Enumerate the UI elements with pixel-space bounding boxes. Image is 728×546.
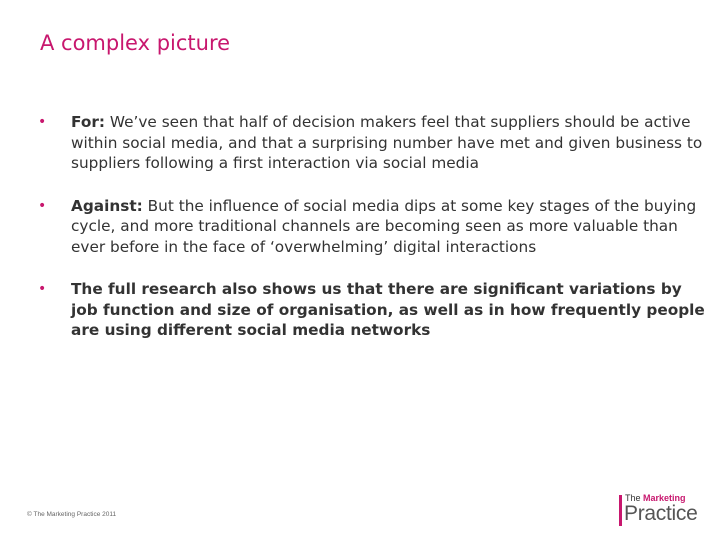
bullet-text-for: We’ve seen that half of decision makers feel that suppliers should be active within social media, and that a surprising number have met and given business to suppliers following a first interaction via social media: [71, 113, 703, 172]
bullet-text-research: The full research also shows us that there are significant variations by job function and size of organisation, as well as in how frequently people are using different social media networks: [71, 280, 705, 339]
bullet-text-against: But the influence of social media dips at some key stages of the buying cycle, and more traditional channels are becoming seen as more valuable than ever before in the face of ‘overwhelming’ digital interactions: [71, 196, 697, 256]
slide-title: A complex picture: [40, 31, 231, 55]
marketing-practice-logo: [619, 493, 709, 527]
bullet-lead-against: Against:: [71, 196, 143, 215]
logo-practice: Practice: [624, 502, 698, 525]
bullet-lead-for: For:: [71, 113, 105, 131]
logo-accent-bar: [619, 495, 622, 526]
bullet-dot: •: [38, 197, 47, 214]
bullet-list: [38, 112, 708, 363]
logo-marketing: Marketing: [643, 493, 686, 503]
bullet-dot: •: [38, 114, 47, 130]
copyright-footer: © The Marketing Practice 2011: [27, 511, 117, 518]
logo-the: The: [625, 493, 641, 503]
bullet-item-research: [38, 279, 708, 341]
bullet-dot: •: [38, 281, 47, 297]
bullet-item-against: [38, 196, 708, 258]
bullet-item-for: [38, 112, 708, 174]
